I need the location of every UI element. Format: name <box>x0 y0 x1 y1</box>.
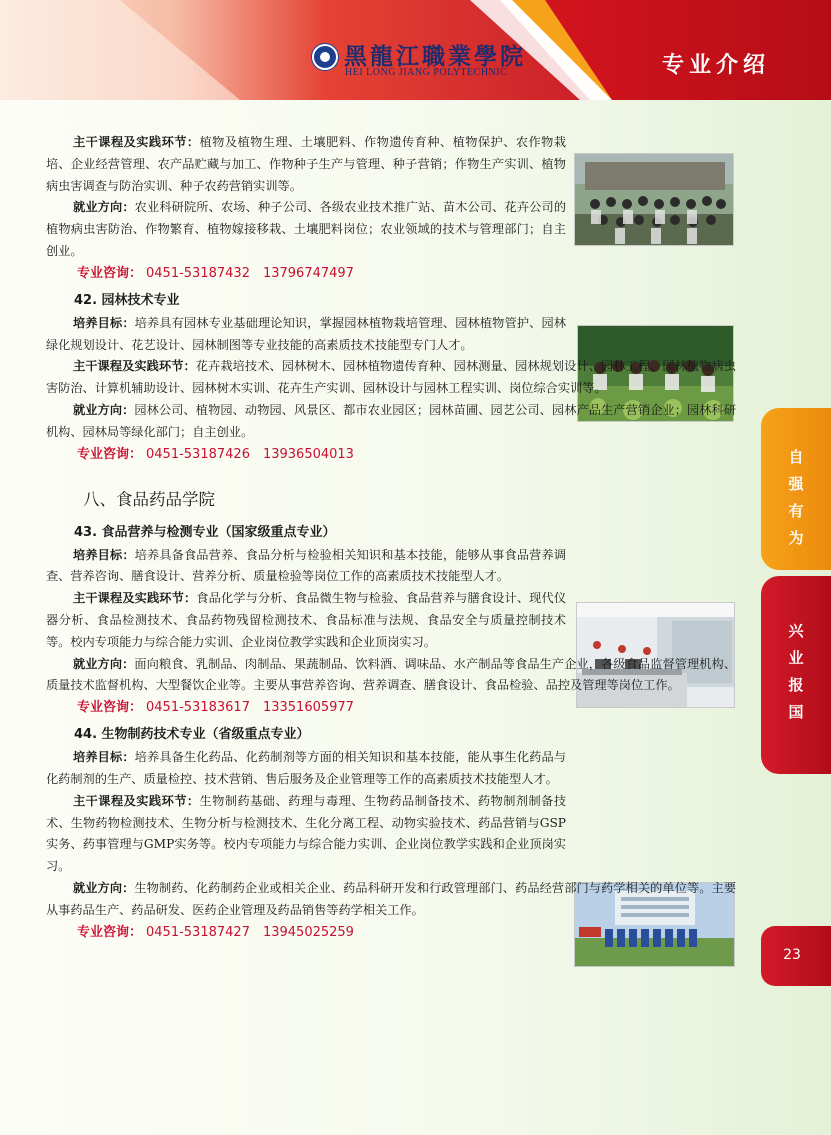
courses-label: 主干课程及实践环节： <box>73 135 200 149</box>
school-name-cn: 黑龍江職業學院 <box>344 43 526 70</box>
consult-line <box>77 922 736 944</box>
side-tab-motto-2 <box>761 576 831 774</box>
side-tab-motto-1 <box>761 408 831 570</box>
school-name-en: HEI LONG JIANG POLYTECHNIC <box>345 67 508 78</box>
tab-char: 业 <box>788 649 804 667</box>
courses-text: 生物制药基础、药理与毒理、生物药品制备技术、药物制剂制备技术、生物药物检测技术、生物分析与检测技术、生化分离工程、动物实验技术、药品营销与GSP实务、药事管理与GMP实务等。校内专项能力与综合能力实训、企业岗位教学实践和企业顶岗实习。 <box>46 793 567 874</box>
goal-text: 培养具备食品营养、食品分析与检验相关知识和基本技能，能够从事食品营养调查、营养咨询、膳食设计、营养分析、质量检验等岗位工作的高素质技术技能型人才。 <box>46 547 567 584</box>
consult-phones: 0451-53187427 13945025259 <box>146 924 354 940</box>
tab-char: 强 <box>788 475 804 493</box>
courses-label: 主干课程及实践环节： <box>73 793 200 808</box>
tab-char: 为 <box>788 529 804 547</box>
tab-char: 自 <box>788 448 804 466</box>
jobs-label: 就业方向： <box>73 402 135 417</box>
jobs-label: 就业方向： <box>73 880 135 895</box>
goal-paragraph <box>46 313 566 357</box>
consult-label: 专业咨询： <box>77 924 143 940</box>
courses-text: 植物及植物生理、土壤肥料、作物遗传育种、植物保护、农作物栽培、企业经营管理、农产品贮藏与加工、作物种子生产与管理、种子营销；作物生产实训、植物病虫害调查与防治实训、种子农药营销实训等。 <box>46 135 567 193</box>
consult-phones: 0451-53187426 13936504013 <box>146 446 354 462</box>
jobs-text: 面向粮食、乳制品、肉制品、果蔬制品、饮料酒、调味品、水产制品等食品生产企业，各级食品监督管理机构、质量技术监督机构、大型餐饮企业等。主要从事营养咨询、营养调查、膳食设计、食品检验、品控及管理等岗位工作。 <box>46 656 737 693</box>
jobs-paragraph <box>46 400 736 444</box>
jobs-paragraph <box>46 654 736 698</box>
jobs-paragraph <box>46 878 736 922</box>
goal-label: 培养目标： <box>73 750 135 765</box>
major-title: 43. 食品营养与检测专业（国家级重点专业） <box>74 524 336 540</box>
courses-label: 主干课程及实践环节： <box>73 591 197 606</box>
jobs-text: 园林公司、植物园、动物园、风景区、都市农业园区；园林苗圃、园艺公司、园林产品生产营销企业；园林科研机构、园林局等绿化部门；自主创业。 <box>46 402 737 439</box>
tab-char: 报 <box>788 676 804 694</box>
college-heading: 八、食品药品学院 <box>83 489 215 509</box>
goal-text: 培养具有园林专业基础理论知识，掌握园林植物栽培管理、园林植物管护、园林绿化规划设计、花艺设计、园林制图等专业技能的高素质技术技能型专门人才。 <box>46 315 567 352</box>
courses-paragraph <box>46 588 566 653</box>
jobs-text: 生物制药、化药制药企业或相关企业、药品科研开发和行政管理部门、药品经营部门与药学相关的单位等。主要从事药品生产、药品研发、医药企业管理及药品销售等药学相关工作。 <box>46 880 737 917</box>
page-number-tab <box>761 926 831 986</box>
page-header <box>0 0 831 100</box>
courses-paragraph <box>46 356 736 400</box>
jobs-label: 就业方向： <box>73 656 135 671</box>
consult-phones: 0451-53187432 13796747497 <box>146 265 354 281</box>
consult-label: 专业咨询： <box>77 446 143 462</box>
goal-label: 培养目标： <box>73 315 135 330</box>
courses-text: 食品化学与分析、食品微生物与检验、食品营养与膳食设计、现代仪器分析、食品检测技术、食品药物残留检测技术、食品标准与法规、食品安全与质量控制技术等。校内专项能力与综合能力实训、企业岗位教学实践和企业顶岗实习。 <box>46 591 567 649</box>
tab-char: 国 <box>788 703 804 721</box>
courses-paragraph <box>46 132 566 197</box>
courses-label: 主干课程及实践环节： <box>73 359 196 374</box>
courses-paragraph <box>46 791 566 878</box>
jobs-label: 就业方向： <box>73 200 135 215</box>
goal-paragraph <box>46 545 566 589</box>
tab-char: 有 <box>788 502 804 520</box>
consult-line <box>77 444 736 466</box>
consult-label: 专业咨询： <box>77 265 143 281</box>
consult-phones: 0451-53183617 13351605977 <box>146 700 354 716</box>
courses-text: 花卉栽培技术、园林树木、园林植物遗传育种、园林测量、园林规划设计、园林工程、园林植物病虫害防治、计算机辅助设计、园林树木实训、花卉生产实训、园林设计与园林工程实训、岗位综合实训等。 <box>46 359 737 396</box>
school-logo-icon <box>312 44 338 70</box>
tab-char: 兴 <box>788 622 804 640</box>
goal-paragraph <box>46 747 566 791</box>
consult-line <box>77 697 736 719</box>
goal-text: 培养具备生化药品、化药制剂等方面的相关知识和基本技能，能从事生化药品与化药制剂的生产、质量检控、技术营销、售后服务及企业管理等工作的高素质技术技能型人才。 <box>46 750 567 786</box>
section-title: 专业介绍 <box>662 53 771 78</box>
page-number: 23 <box>783 947 801 963</box>
page-content <box>46 132 736 944</box>
jobs-paragraph <box>46 197 566 262</box>
jobs-text: 农业科研院所、农场、种子公司、各级农业技术推广站、苗木公司、花卉公司的植物病虫害防治、作物繁育、植物嫁接移栽、土壤肥料岗位；农业领域的技术与管理部门；自主创业。 <box>46 200 567 258</box>
major-title: 42. 园林技术专业 <box>74 292 180 308</box>
goal-label: 培养目标： <box>73 547 135 562</box>
consult-line <box>77 263 736 285</box>
major-title: 44. 生物制药技术专业（省级重点专业） <box>74 727 310 743</box>
consult-label: 专业咨询： <box>77 700 143 716</box>
